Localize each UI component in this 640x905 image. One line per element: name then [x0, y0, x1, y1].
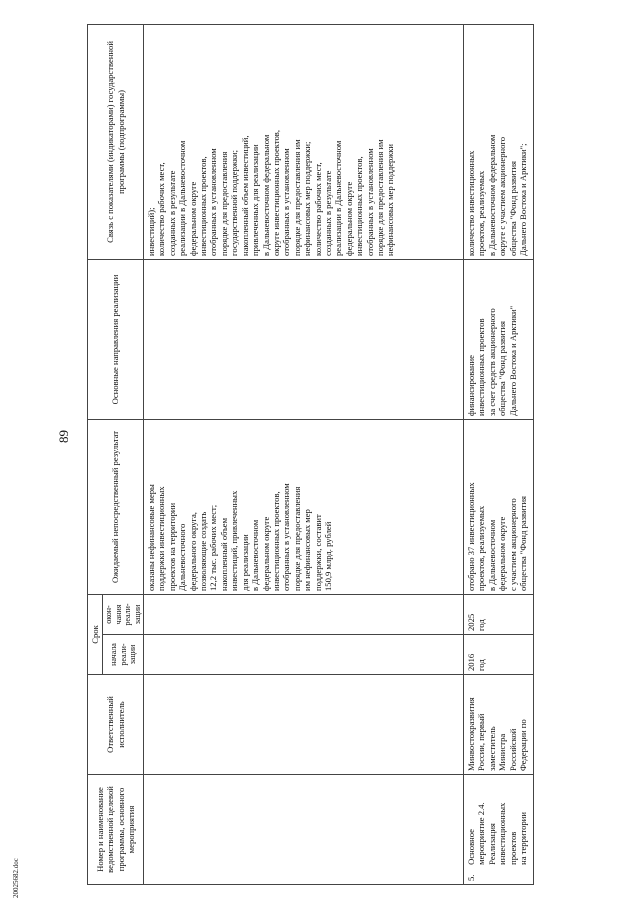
header-term: Срок [88, 594, 103, 674]
cell-indicators: количество инвестиционных проектов, реализуемых в Дальневосточном федеральном округе с участием акционерного общества "Фонд развития Дальнего Востока и Арктики"; [464, 24, 534, 259]
rotated-table-container [87, 25, 607, 885]
header-program-name: Номер и наименование ведомственной целевой программы, основного мероприятия [88, 775, 144, 885]
cell-executor: Минвостокразвития России, первый заместитель Министра Российской Федерации по [464, 675, 534, 775]
cell-empty [144, 675, 464, 775]
cell-end-year: 2025 год [464, 594, 534, 634]
header-expected-result: Ожидаемый непосредственный результат [88, 419, 144, 594]
page-number: 89 [56, 430, 71, 443]
cell-start-year: 2016 год [464, 635, 534, 675]
cell-empty [144, 259, 464, 419]
footer-file-code: 20025682.doc [12, 858, 20, 898]
program-table [87, 24, 534, 885]
cell-indicators: инвестиций); количество рабочих мест, созданных в результате реализации в Дальневосточном федеральном округе инвестиционных проектов, отобранных в установленном порядке для предоставления государственной поддержки; накопленный объем инвестиций, привлеченных для реализации в Дальневосточном федеральном округе инвестиционных проектов, отобранных в установленном порядке для предоставления им нефинансовых мер поддержки; количество рабочих мест, созданных в результате реализации в Дальневосточном федеральном округе инвестиционных проектов, отобранных в установленном порядке для предоставления им нефинансовых мер поддержки [144, 24, 464, 259]
program-name: Основное мероприятие 2.4. Реализация инвестиционных проектов на территории [466, 802, 529, 865]
row-number: 5. [466, 874, 477, 881]
cell-expected-result: оказаны нефинансовые меры поддержки инвестиционных проектов на территории Дальневосточного федерального округа, позволяющие создать 12,2 тыс. рабочих мест; накопленный объем инвестиций, привлеченных для реализации в Дальневосточном федеральном округе инвестиционных проектов, отобранных в установленном порядке для предоставления им нефинансовых мер поддержки, составит 150,9 млрд. рублей [144, 419, 464, 594]
header-end: окон-чания реали-зации [103, 594, 144, 634]
cell-empty [144, 775, 464, 885]
cell-directions: финансирование инвестиционных проектов за счет средств акционерного общества "Фонд развития Дальнего Востока и Арктики" [464, 259, 534, 419]
header-executor: Ответственный исполнитель [88, 675, 144, 775]
cell-program-name [464, 775, 534, 885]
header-directions: Основные направления реализации [88, 259, 144, 419]
header-indicators: Связь с показателями (индикаторами) государственной программы (подпрограммы) [88, 24, 144, 259]
table-row [144, 24, 464, 884]
cell-empty [144, 594, 464, 634]
cell-expected-result: отобрано 37 инвестиционных проектов, реализуемых в Дальневосточном федеральном округе с участием акционерного общества "Фонд развития [464, 419, 534, 594]
cell-empty [144, 635, 464, 675]
header-start: начала реали-зации [103, 635, 144, 675]
table-row [464, 24, 534, 884]
